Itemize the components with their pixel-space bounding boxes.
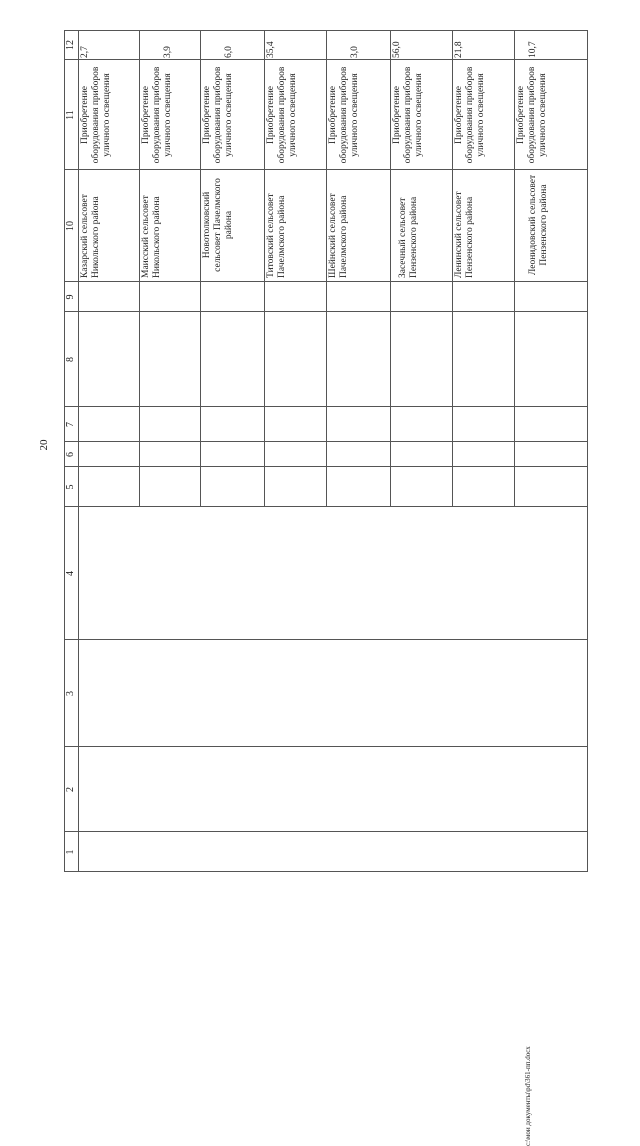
data-table [64,30,588,872]
column-header: 8 [65,357,76,362]
district-cell: Леонидовский сельсовет Пензенского района [528,174,549,276]
column-header: 2 [65,787,76,792]
column-header: 12 [65,40,76,50]
col-border [64,871,588,872]
column-header: 5 [65,484,76,490]
district-cell: Казарский сельсовет Никольского района [80,194,101,278]
purpose-cell: Приобретение оборудования приборов уличного освещения [516,66,548,164]
district-cell: Шейнский сельсовет Пачелмского района [328,193,349,278]
row-separator [326,30,327,507]
page-number: 20 [38,439,50,451]
amount-cell: 35,4 [266,41,276,58]
row-separator [200,30,201,507]
column-header: 10 [65,221,76,231]
col-border [64,831,588,832]
amount-cell: 6,0 [224,46,234,58]
col-border [64,59,588,60]
amount-cell: 56,0 [392,41,402,58]
amount-cell: 2,7 [80,46,90,58]
col-border [64,281,588,282]
purpose-cell: Приобретение оборудования приборов уличного освещения [392,66,424,164]
row-separator [264,30,265,507]
table-container [64,30,588,872]
col-border [64,746,588,747]
amount-cell: 3,9 [163,46,173,58]
column-header: 1 [65,849,76,855]
column-header: 7 [65,422,76,427]
row-separator [514,30,515,507]
col-border [64,311,588,312]
purpose-cell: Приобретение оборудования приборов уличного освещения [328,66,360,164]
column-header: 9 [65,294,76,300]
district-cell: Титовский сельсовет Пачелмского района [266,193,287,278]
col-border [64,506,588,507]
district-cell: Маисский сельсовет Никольского района [141,195,162,278]
amount-cell: 10,7 [528,41,538,58]
row-separator [390,30,391,507]
col-border [64,466,588,467]
column-header: 6 [65,452,76,457]
col-border [64,639,588,640]
purpose-cell: Приобретение оборудования приборов уличного освещения [454,66,486,164]
district-cell: Засечный сельсовет Пензенского района [398,196,419,278]
col-border [64,169,588,170]
purpose-cell: Приобретение оборудования приборов уличного освещения [141,66,173,164]
purpose-cell: Приобретение оборудования приборов уличного освещения [202,66,234,164]
col-border [64,406,588,407]
column-header: 4 [65,571,76,576]
row-separator [139,30,140,507]
column-header: 11 [65,110,76,120]
district-cell: Ленинский сельсовет Пензенского района [454,191,475,278]
amount-cell: 21,8 [454,41,464,58]
col-border [64,441,588,442]
purpose-cell: Приобретение оборудования приборов уличного освещения [266,66,298,164]
column-header: 3 [65,691,76,696]
amount-cell: 3,0 [350,46,360,58]
purpose-cell: Приобретение оборудования приборов уличного освещения [80,66,112,164]
file-path: c:\мои документы\pd\361-пп.docx [524,1046,532,1146]
district-cell: Новотолковский сельсовет Пачелмского района [202,178,234,272]
